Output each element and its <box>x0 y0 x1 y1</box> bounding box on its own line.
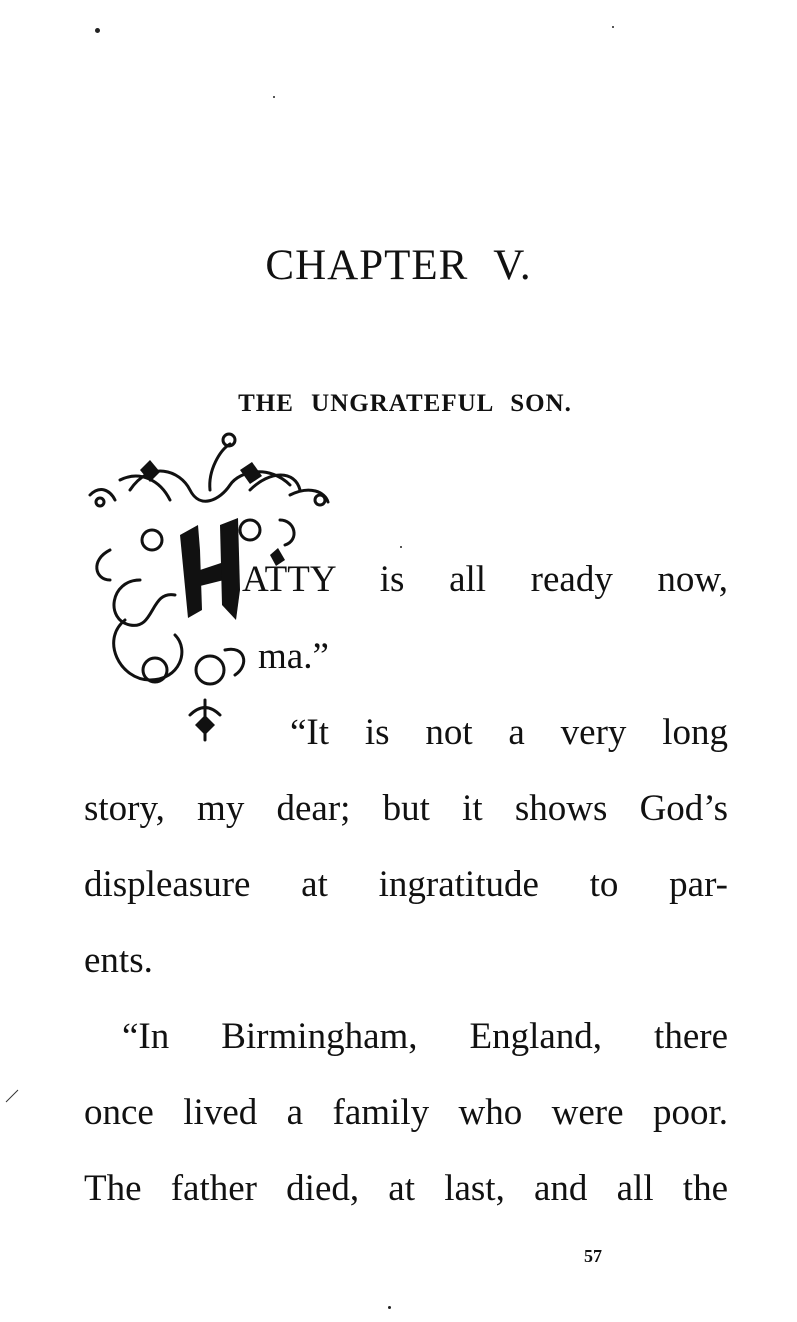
text-line: “In Birmingham, England, there <box>122 1016 728 1057</box>
page-number: 57 <box>584 1246 602 1266</box>
text-line: story, my dear; but it shows God’s <box>84 788 728 829</box>
text-line: The father died, at last, and all the <box>84 1168 728 1209</box>
chapter-title: CHAPTER V. <box>265 242 532 289</box>
scan-mark <box>4 1088 20 1104</box>
text-line: ents. <box>84 940 153 981</box>
scan-speck <box>95 28 100 33</box>
scan-speck <box>388 1306 391 1309</box>
chapter-subtitle: THE UNGRATEFUL SON. <box>238 390 572 417</box>
scan-speck <box>612 26 614 28</box>
text-line: once lived a family who were poor. <box>84 1092 728 1133</box>
text-line: “It is not a very long <box>290 712 728 753</box>
text-line: ATTY is all ready now, <box>242 559 728 600</box>
scan-speck <box>273 96 275 98</box>
text-line: ma.” <box>258 636 329 677</box>
scan-speck <box>400 546 402 548</box>
text-line: displeasure at ingratitude to par- <box>84 864 728 905</box>
